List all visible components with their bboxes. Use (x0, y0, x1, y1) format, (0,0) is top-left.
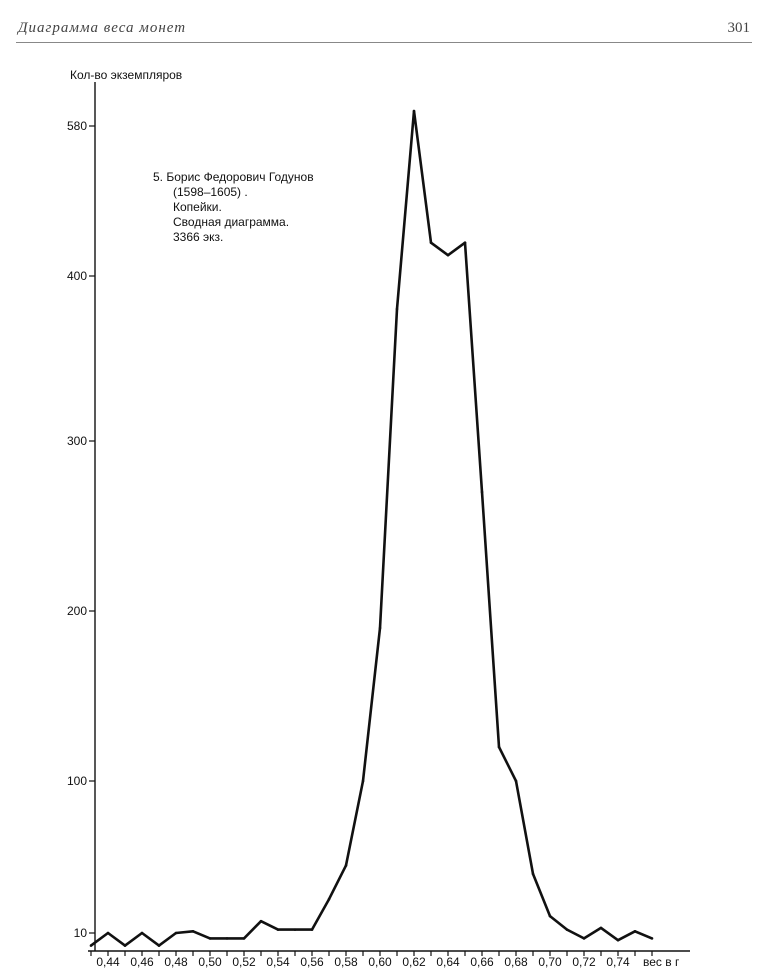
data-point (566, 928, 569, 931)
data-point (651, 937, 654, 940)
data-point (226, 937, 229, 940)
data-point (447, 254, 450, 257)
x-tick-label: 0,70 (538, 955, 562, 969)
data-point (532, 873, 535, 876)
annotation-line: (1598–1605) . (173, 185, 248, 199)
data-point (430, 241, 433, 244)
data-point (260, 920, 263, 923)
annotation-line: 3366 экз. (173, 230, 224, 244)
data-point (192, 930, 195, 933)
data-point (600, 927, 603, 930)
x-tick-label: 0,46 (130, 955, 154, 969)
data-point (328, 898, 331, 901)
annotation-line: Сводная диаграмма. (173, 215, 290, 229)
x-tick-label: 0,74 (606, 955, 630, 969)
data-point (107, 932, 110, 935)
x-tick-label: 0,60 (368, 955, 392, 969)
data-point (124, 944, 127, 947)
annotation-line: Копейки. (173, 200, 222, 214)
annotation-line: 5. Борис Федорович Годунов (153, 170, 314, 184)
x-tick-label: 0,44 (96, 955, 120, 969)
data-point (617, 939, 620, 942)
x-tick-label: 0,54 (266, 955, 290, 969)
x-tick-label: 0,56 (300, 955, 324, 969)
data-point (481, 491, 484, 494)
x-tick-label: 0,64 (436, 955, 460, 969)
x-tick-label: 0,52 (232, 955, 256, 969)
x-tick-label: 0,58 (334, 955, 358, 969)
running-title: Диаграмма веса монет (18, 20, 187, 36)
data-point (141, 932, 144, 935)
data-point (294, 928, 297, 931)
y-tick-label: 580 (66, 119, 87, 133)
page-number: 301 (727, 20, 750, 36)
chart-annotation (153, 170, 314, 244)
x-tick-label: 0,72 (572, 955, 596, 969)
data-point (583, 937, 586, 940)
data-point (362, 780, 365, 783)
y-tick-label: 200 (66, 604, 87, 618)
data-point (311, 928, 314, 931)
data-point (175, 932, 178, 935)
x-tick-label: 0,50 (198, 955, 222, 969)
data-point (90, 944, 93, 947)
x-tick-label: 0,48 (164, 955, 188, 969)
x-tick-label: 0,68 (504, 955, 528, 969)
data-point (396, 308, 399, 311)
y-tick-label: 10 (73, 926, 87, 940)
data-point (277, 928, 280, 931)
data-point (515, 780, 518, 783)
data-point (379, 627, 382, 630)
y-ticks (67, 119, 95, 940)
data-point (345, 864, 348, 867)
y-tick-label: 100 (66, 774, 87, 788)
x-ticks (91, 951, 652, 969)
data-point (634, 930, 637, 933)
data-point (498, 746, 501, 749)
data-point (158, 944, 161, 947)
y-tick-label: 400 (66, 269, 87, 283)
x-tick-label: 0,66 (470, 955, 494, 969)
x-tick-label: 0,62 (402, 955, 426, 969)
data-point (243, 937, 246, 940)
data-point (413, 110, 416, 113)
y-axis-title: Кол-во экземпляров (70, 68, 183, 82)
data-point (209, 937, 212, 940)
data-point (464, 241, 467, 244)
y-tick-label: 300 (66, 434, 87, 448)
data-point (549, 915, 552, 918)
x-axis-title: вес в г (643, 955, 680, 969)
